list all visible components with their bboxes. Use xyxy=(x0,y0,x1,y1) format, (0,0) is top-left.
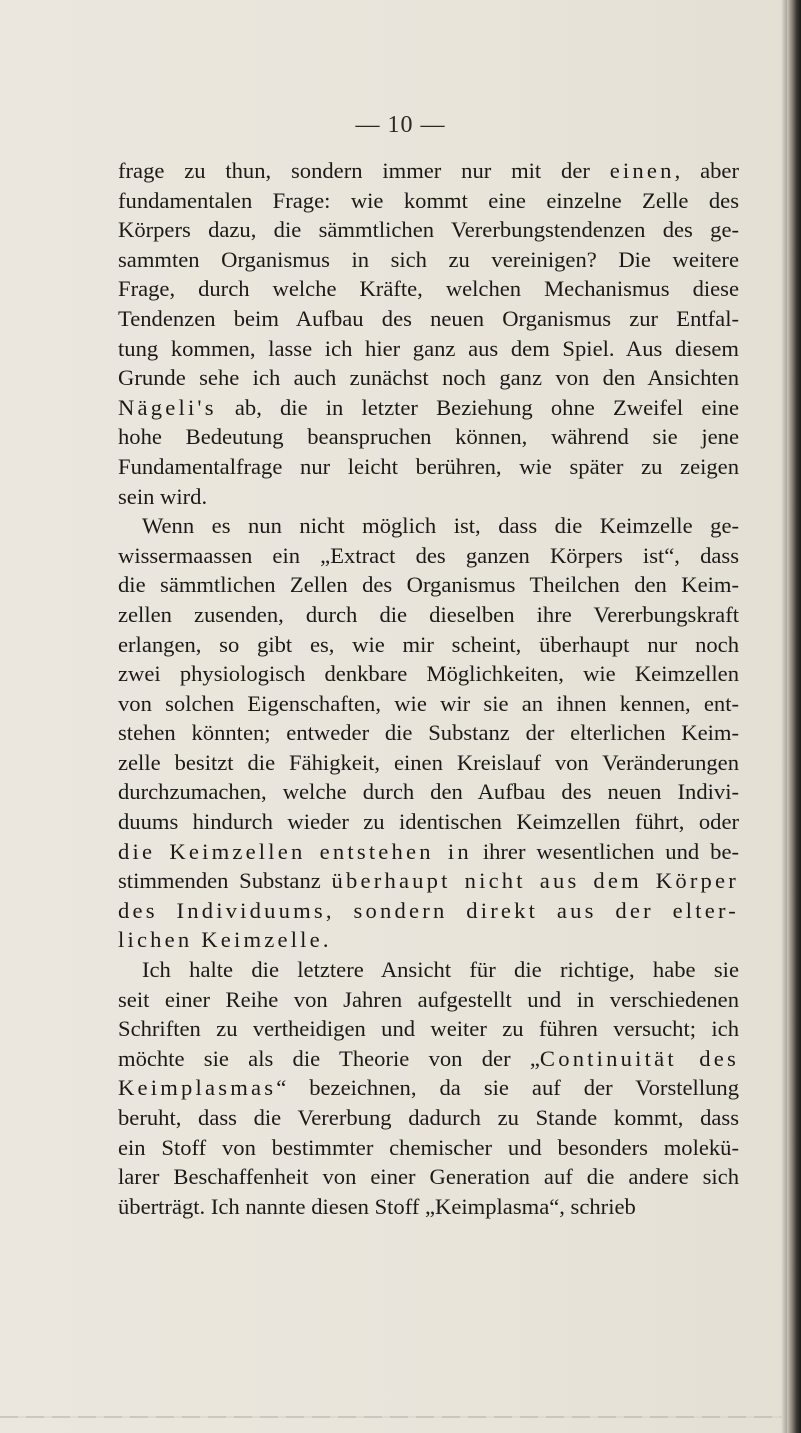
text-line xyxy=(118,393,739,423)
text-line xyxy=(118,659,739,689)
text-run: wissermaassen ein „Extract des ganzen Körpers ist“, dass xyxy=(118,542,739,568)
text-line xyxy=(118,1103,739,1133)
text-line xyxy=(118,866,739,896)
text-run: erlangen, so gibt es, wie mir scheint, überhaupt nur noch xyxy=(118,631,739,657)
text-line xyxy=(118,689,739,719)
body-text xyxy=(118,156,739,1221)
text-run: ihrer wesentlichen und be- xyxy=(471,838,739,864)
text-run: sammten Organismus in sich zu vereinigen? Die weitere xyxy=(118,246,739,272)
text-run: Grunde sehe ich auch zunächst noch ganz von den Ansichten xyxy=(118,365,739,391)
text-line xyxy=(118,1014,739,1044)
text-run: Körpers dazu, die sämmtlichen Vererbungstendenzen des ge- xyxy=(118,217,739,243)
text-line xyxy=(118,1044,739,1074)
text-run: die sämmtlichen Zellen des Organismus Theilchen den Keim- xyxy=(118,572,739,598)
text-run: duums hindurch wieder zu identischen Keimzellen führt, oder xyxy=(118,809,739,835)
text-run: tung kommen, lasse ich hier ganz aus dem Spiel. Aus diesem xyxy=(118,335,739,361)
text-line xyxy=(118,748,739,778)
text-line xyxy=(118,363,739,393)
text-run: beruht, dass die Vererbung dadurch zu Stande kommt, dass xyxy=(118,1105,739,1130)
text-run: Ich halte die letztere Ansicht für die richtige, habe sie xyxy=(142,957,739,983)
text-run: , aber xyxy=(674,158,739,183)
text-run: larer Beschaffenheit von einer Generation auf die andere sich xyxy=(118,1164,739,1190)
text-line xyxy=(118,1073,739,1103)
text-run: Frage, durch welche Kräfte, welchen Mechanismus diese xyxy=(118,276,739,302)
text-line xyxy=(118,274,739,304)
text-run: stimmenden Substanz xyxy=(118,868,332,894)
emphasized-text: lichen Keimzelle. xyxy=(118,927,332,953)
text-run: seit einer Reihe von Jahren aufgestellt und in verschiedenen xyxy=(118,986,739,1012)
text-run: zellen zusenden, durch die dieselben ihre Vererbungskraft xyxy=(118,601,739,627)
text-run: Fundamentalfrage nur leicht berühren, wie später zu zeigen xyxy=(118,453,739,479)
text-line xyxy=(118,452,739,482)
text-run: Wenn es nun nicht möglich ist, dass die Keimzelle ge- xyxy=(142,513,739,539)
page-number: — 10 — xyxy=(355,112,446,138)
text-run: durchzumachen, welche durch den Aufbau des neuen Indivi- xyxy=(118,779,739,805)
text-run: hohe Bedeutung beanspruchen können, während sie jene xyxy=(118,424,739,450)
text-line xyxy=(118,600,739,630)
book-edge xyxy=(787,0,801,1433)
text-line xyxy=(118,482,739,512)
text-line xyxy=(118,422,739,452)
text-line xyxy=(118,837,739,867)
text-run: ab, die in letzter Beziehung ohne Zweifel eine xyxy=(216,394,739,420)
text-run: zwei physiologisch denkbare Möglichkeiten, wie Keimzellen xyxy=(118,661,739,687)
text-run: Tendenzen beim Aufbau des neuen Organismus zur Entfal- xyxy=(118,305,739,331)
emphasized-text: Continuität des xyxy=(539,1045,739,1071)
emphasized-text: überhaupt nicht aus dem Körper xyxy=(331,868,739,894)
text-run: “ bezeichnen, da sie auf der Vorstellung xyxy=(276,1075,739,1101)
text-line xyxy=(118,955,739,985)
emphasized-text: des Individuums, sondern direkt aus der elter- xyxy=(118,897,739,923)
text-line xyxy=(118,985,739,1015)
text-run: von solchen Eigenschaften, wie wir sie an ihnen kennen, ent- xyxy=(118,690,739,716)
text-line xyxy=(118,777,739,807)
text-run: fundamentalen Frage: wie kommt eine einzelne Zelle des xyxy=(118,187,739,213)
text-run: zelle besitzt die Fähigkeit, einen Kreislauf von Veränderungen xyxy=(118,749,739,775)
emphasized-text: Nägeli's xyxy=(118,394,217,420)
page-bottom-rule xyxy=(0,1416,781,1418)
text-line xyxy=(118,1162,739,1192)
text-run: frage zu thun, sondern immer nur mit der xyxy=(118,158,610,183)
text-line xyxy=(118,630,739,660)
text-line xyxy=(118,511,739,541)
emphasized-text: die Keimzellen entstehen in xyxy=(118,838,472,864)
text-line xyxy=(118,1133,739,1163)
text-run: stehen könnten; entweder die Substanz der elterlichen Keim- xyxy=(118,720,739,746)
text-line xyxy=(118,304,739,334)
text-run: möchte sie als die Theorie von der „ xyxy=(118,1045,540,1071)
text-run: überträgt. Ich nannte diesen Stoff „Keimplasma“, schrieb xyxy=(118,1193,636,1219)
text-line xyxy=(118,156,739,186)
text-run: sein wird. xyxy=(118,483,208,509)
text-line xyxy=(118,925,739,955)
text-line xyxy=(118,896,739,926)
text-line xyxy=(118,807,739,837)
emphasized-text: Keimplasmas xyxy=(118,1075,277,1101)
text-line xyxy=(118,570,739,600)
text-line xyxy=(118,541,739,571)
text-line xyxy=(118,334,739,364)
text-line xyxy=(118,215,739,245)
text-line xyxy=(118,186,739,216)
text-run: Schriften zu vertheidigen und weiter zu führen versucht; ich xyxy=(118,1016,739,1042)
text-line xyxy=(118,718,739,748)
text-run: ein Stoff von bestimmter chemischer und besonders molekü- xyxy=(118,1134,739,1160)
emphasized-text: einen xyxy=(609,158,675,183)
text-line xyxy=(118,245,739,275)
text-line xyxy=(118,1192,739,1222)
